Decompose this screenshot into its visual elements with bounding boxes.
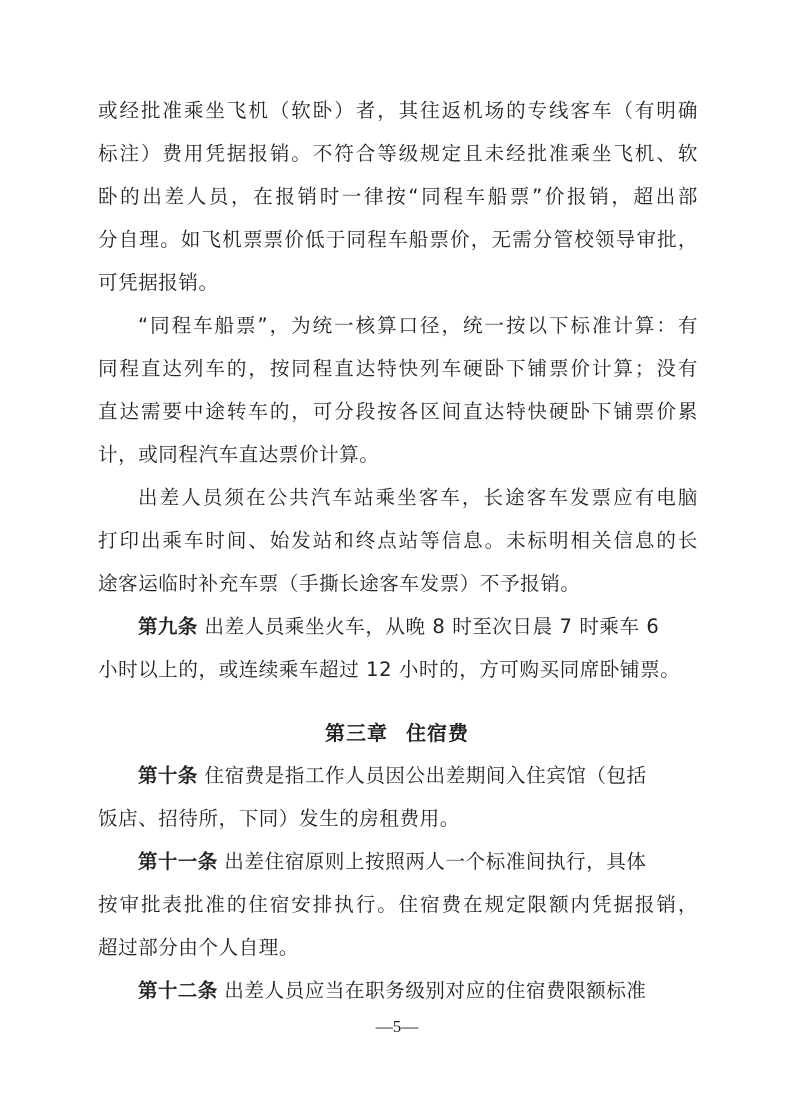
text-line: “同程车船票”，为统一核算口径，统一按以下标准计算：有 <box>138 314 698 337</box>
article-9-line <box>138 612 698 642</box>
text-line: 卧的出差人员，在报销时一律按“同程车船票”价报销，超出部 <box>98 185 698 208</box>
article-12-line <box>138 976 698 1006</box>
text-line: 标注）费用凭据报销。不符合等级规定且未经批准乘坐飞机、软 <box>98 142 698 165</box>
article-text: 出差人员应当在职务级别对应的住宿费限额标准 <box>224 979 647 1002</box>
article-label: 第十条 <box>138 764 198 787</box>
article-10-line <box>138 761 698 791</box>
text-line: 分自理。如飞机票票价低于同程车船票价，无需分管校领导审批， <box>98 228 698 251</box>
text-line: 出差人员须在公共汽车站乘坐客车，长途客车发票应有电脑 <box>138 486 698 509</box>
text-line: 饭店、招待所，下同）发生的房租费用。 <box>98 807 460 830</box>
article-text: 出差住宿原则上按照两人一个标准间执行，具体 <box>224 850 647 873</box>
text-line: 同程直达列车的，按同程直达特快列车硬卧下铺票价计算；没有 <box>98 357 698 380</box>
chapter-number: 第三章 <box>325 721 388 745</box>
chapter-heading <box>0 718 794 748</box>
text-line: 小时以上的，或连续乘车超过 12 小时的，方可购买同席卧铺票。 <box>98 658 681 681</box>
article-label: 第十一条 <box>138 850 218 873</box>
text-line: 可凭据报销。 <box>98 271 219 294</box>
text-line: 按审批表批准的住宿安排执行。住宿费在规定限额内凭据报销， <box>98 893 698 916</box>
text-line: 超过部分由个人自理。 <box>98 936 300 959</box>
article-11-line <box>138 847 698 877</box>
article-text: 住宿费是指工作人员因公出差期间入住宾馆（包括 <box>204 764 647 787</box>
page-number: —5— <box>375 1017 419 1036</box>
text-line: 或经批准乘坐飞机（软卧）者，其往返机场的专线客车（有明确 <box>98 99 698 122</box>
chapter-title: 住宿费 <box>406 721 469 745</box>
article-label: 第十二条 <box>138 979 218 1002</box>
text-line: 打印出乘车时间、始发站和终点站等信息。未标明相关信息的长 <box>98 529 698 552</box>
article-label: 第九条 <box>138 615 198 638</box>
text-line: 计，或同程汽车直达票价计算。 <box>98 443 380 466</box>
text-line: 途客运临时补充车票（手撕长途客车发票）不予报销。 <box>98 572 581 595</box>
text-line: 直达需要中途转车的，可分段按各区间直达特快硬卧下铺票价累 <box>98 400 698 423</box>
article-text: 出差人员乘坐火车，从晚 8 时至次日晨 7 时乘车 6 <box>204 615 660 638</box>
